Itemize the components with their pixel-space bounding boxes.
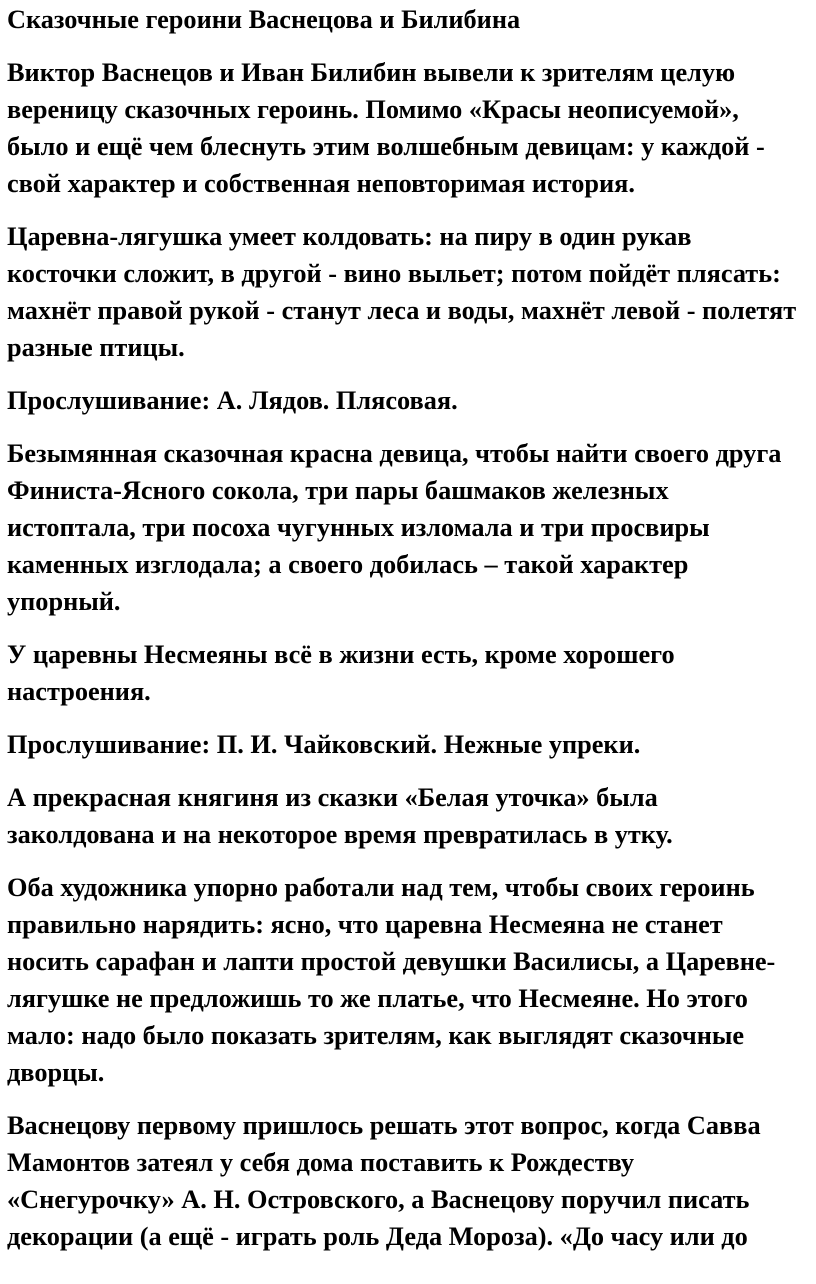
paragraph-frog-princess: Царевна-лягушка умеет колдовать: на пиру в один рукав косточки сложит, в другой - вино выльет; потом пойдёт плясать: махнёт правой рукой - станут леса и воды, махнёт левой - полетят разные птицы.	[7, 222, 797, 362]
paragraph-finist-maiden: Безымянная сказочная красна девица, чтобы найти своего друга Финиста-Ясного сокола, три пары башмаков железных истоптала, три посоха чугунных изломала и три просвиры каменных изглодала; а своего добилась – такой характер упорный.	[7, 439, 782, 616]
paragraph-listening-lyadov: Прослушивание: А. Лядов. Плясовая.	[7, 386, 458, 415]
paragraph-listening-tchaikovsky: Прослушивание: П. И. Чайковский. Нежные упреки.	[7, 730, 641, 759]
paragraph-intro: Виктор Васнецов и Иван Билибин вывели к зрителям целую вереницу сказочных героинь. Помимо «Красы неописуемой», было и ещё чем блеснуть этим волшебным девицам: у каждой - свой характер и собственная неповторимая история.	[7, 58, 765, 198]
paragraph-vasnetsov-snegurochka: Васнецову первому пришлось решать этот вопрос, когда Савва Мамонтов затеял у себя дома поставить к Рождеству «Снегурочку» А. Н. Островского, а Васнецову поручил писать декорации (а ещё - играть роль Деда Мороза). «До часу или до	[7, 1111, 761, 1251]
paragraph-costumes: Оба художника упорно работали над тем, чтобы своих героинь правильно нарядить: ясно, что царевна Несмеяна не станет носить сарафан и лапти простой девушки Василисы, а Царевне-лягушке не предложишь то же платье, что Несмеяне. Но этого мало: надо было показать зрителям, как выглядят сказочные дворцы.	[7, 873, 776, 1087]
paragraph-nesmeyana: У царевны Несмеяны всё в жизни есть, кроме хорошего настроения.	[7, 640, 675, 706]
paragraph-white-duck: А прекрасная княгиня из сказки «Белая уточка» была заколдована и на некоторое время превратилась в утку.	[7, 783, 673, 849]
document-title: Сказочные героини Васнецова и Билибина	[7, 5, 521, 34]
